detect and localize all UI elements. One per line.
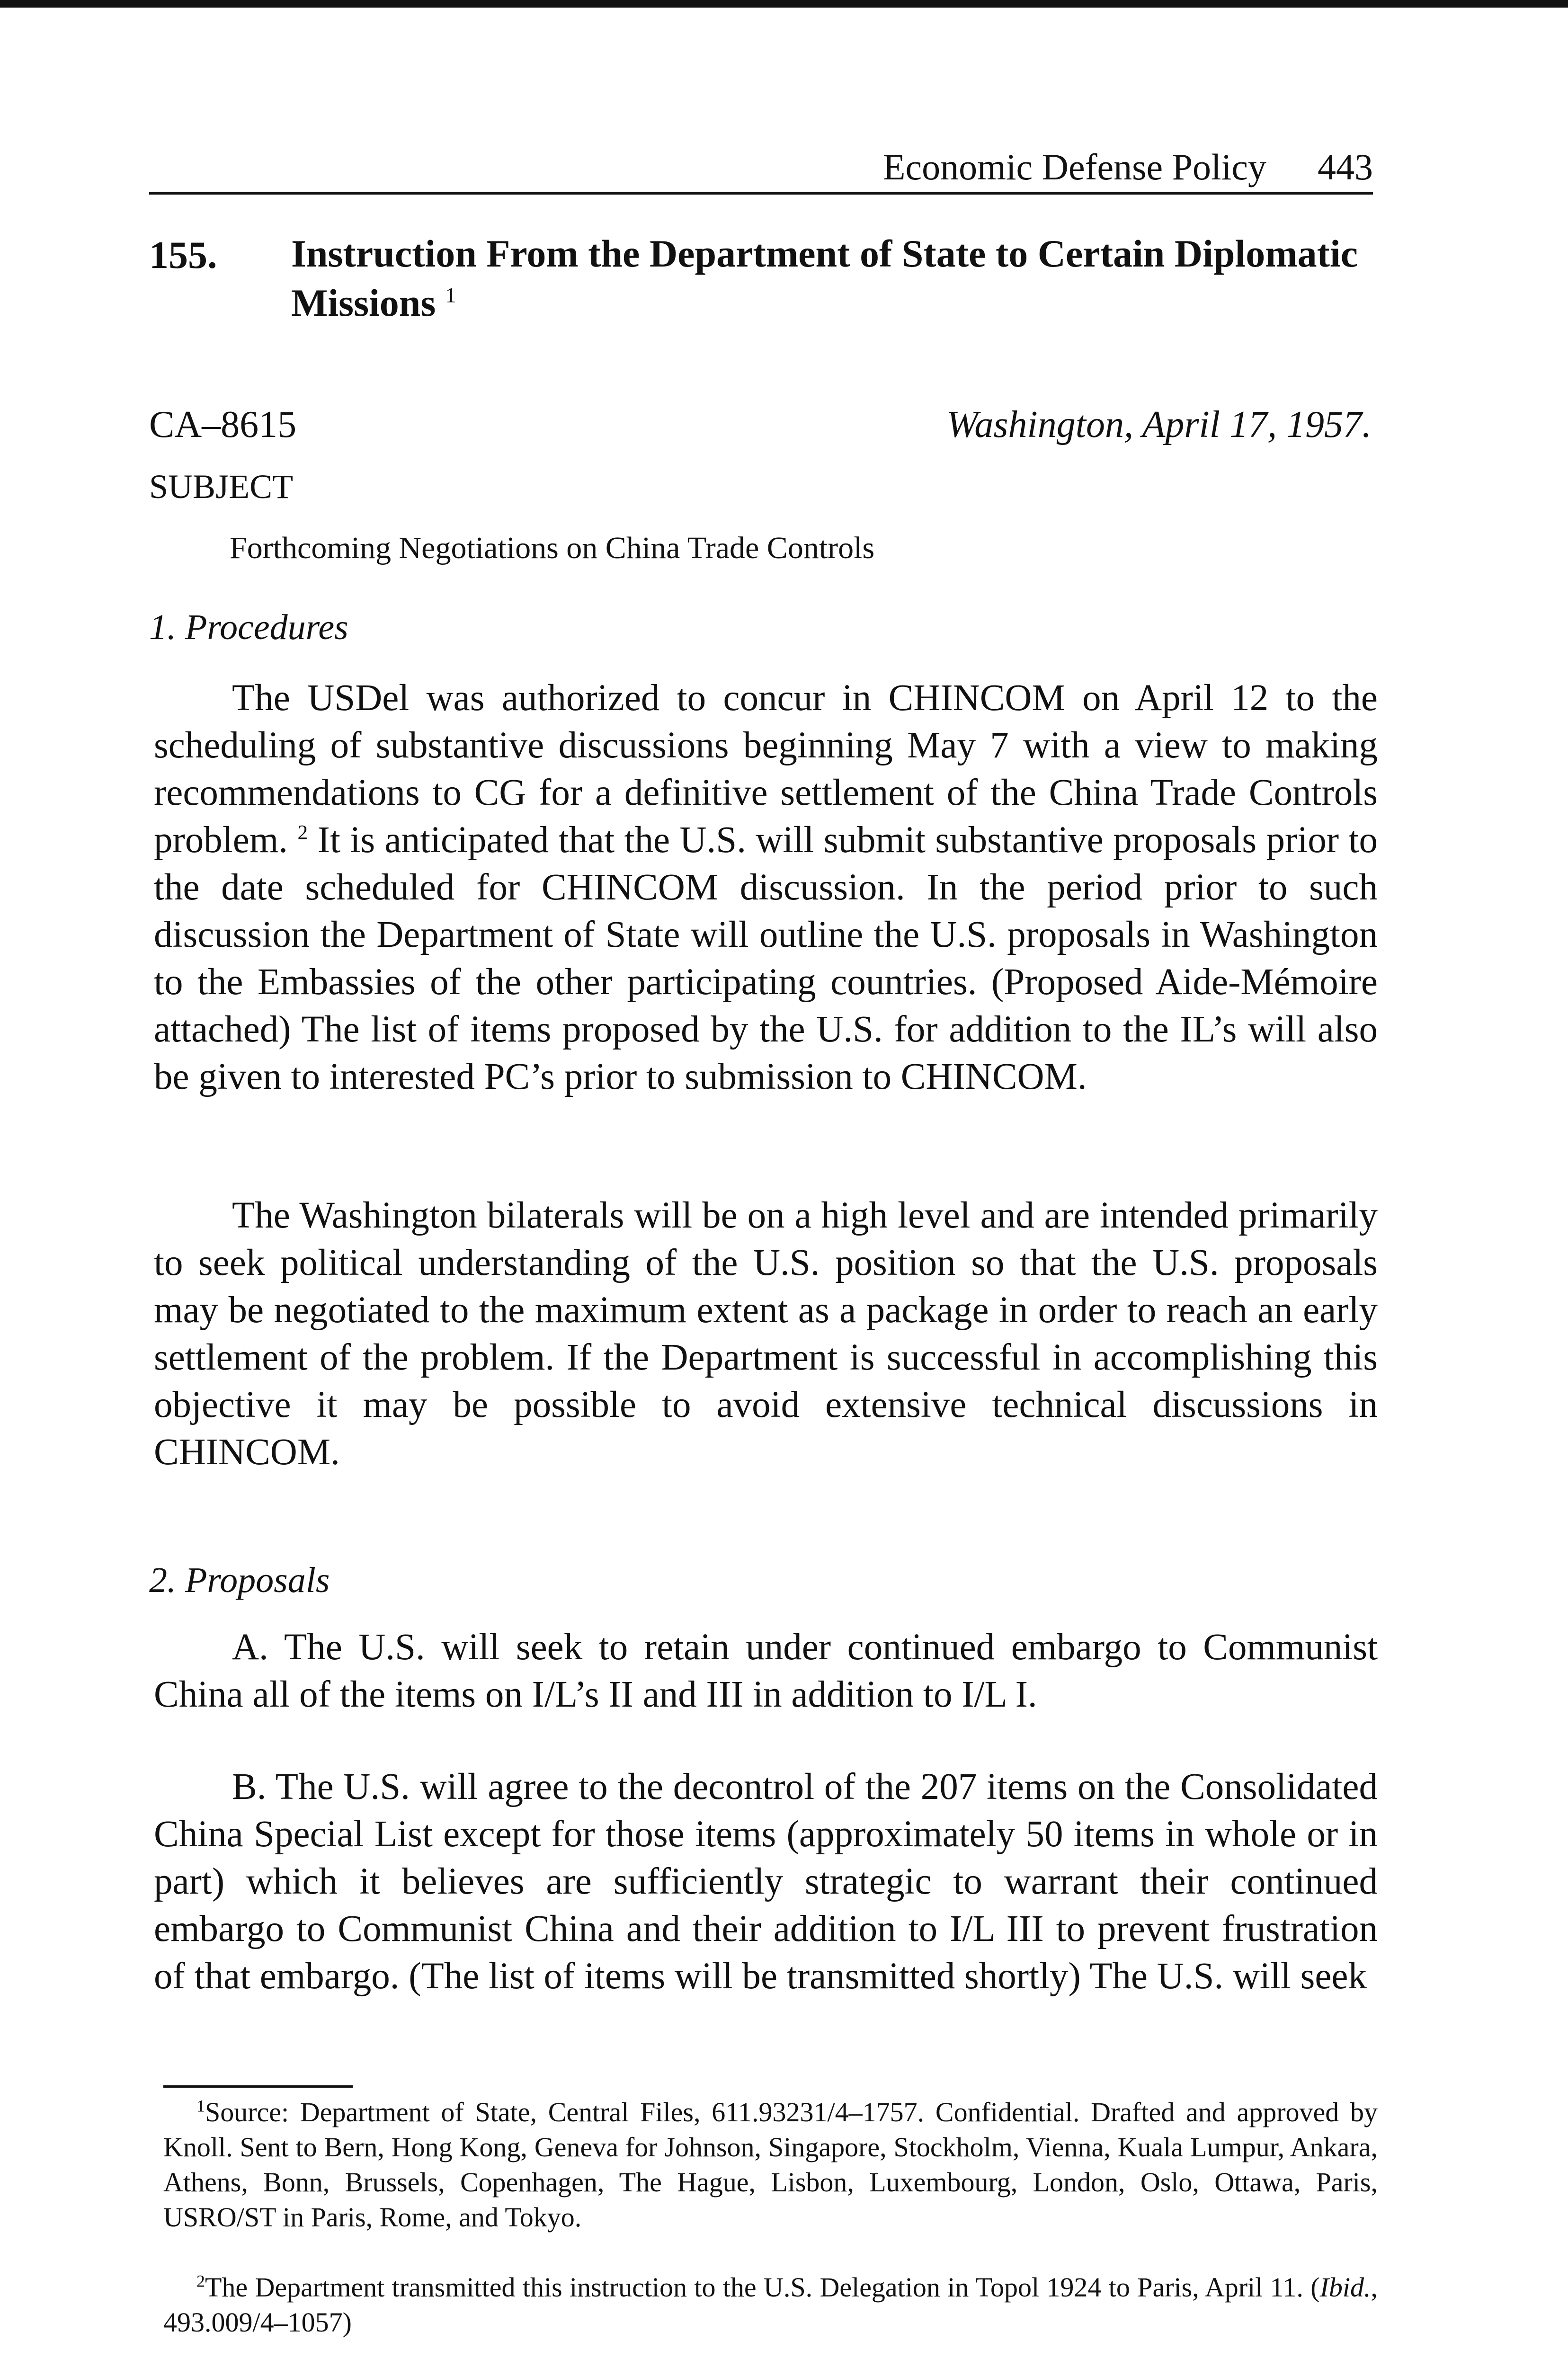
paragraph-text: It is anticipated that the U.S. will submit substantive proposals prior to the date scheduled for CHINCOM discussion. In the period prior to such discussion the Department of State will outline the U.S. proposals in Washington to the Embassies of the other participating countries. (Proposed Aide-Mémoire attached) The list of items proposed by the U.S. for addition to the IL’s will also be given to interested PC’s prior to submission to CHINCOM. — [154, 819, 1378, 1097]
paragraph-procedures-2: The Washington bilaterals will be on a high level and are intended primarily to seek political understanding of the U.S. position so that the U.S. proposals may be negotiated to the maximum extent as a package in order to reach an early settlement of the problem. If the Department is successful in accomplishing this objective it may be possible to avoid extensive technical discussions in CHINCOM. — [154, 1195, 1378, 1473]
title-footnote-marker: 1 — [445, 283, 456, 307]
top-edge-bar — [0, 0, 1568, 8]
section-heading-proposals: 2. Proposals — [149, 1560, 330, 1600]
document-number: 155. — [149, 233, 217, 276]
subject-label: SUBJECT — [149, 468, 294, 506]
dateline: Washington, April 17, 1957. — [946, 404, 1372, 445]
section-heading-procedures: 1. Procedures — [149, 607, 348, 647]
paragraph-text: The USDel was authorized to concur in CHINCOM on April 12 to the scheduling of substantive discussions beginning May 7 with a view to making recommendations to CG for a definitive settlement of the China Trade Controls problem. — [154, 677, 1378, 861]
footnote-marker: 2 — [297, 821, 308, 844]
subject-text: Forthcoming Negotiations on China Trade Controls — [230, 531, 875, 565]
page-number: 443 — [1318, 146, 1373, 187]
document-id: CA–8615 — [149, 404, 297, 445]
footnote-number: 1 — [196, 2096, 205, 2116]
footnote-1 — [163, 2095, 1378, 2235]
footnote-text: Source: Department of State, Central Files, 611.93231/4–1757. Confidential. Drafted and approved by Knoll. Sent to Bern, Hong Kong, Geneva for Johnson, Singapore, Stockholm, Vienna, Kuala Lumpur, Ankara, Athens, Bonn, Brussels, Copenhagen, The Hague, Lisbon, Luxembourg, London, Oslo, Ottawa, Paris, USRO/ST in Paris, Rome, and Tokyo. — [163, 2097, 1378, 2233]
footnote-text: , 493.009/4–1057) — [163, 2272, 1378, 2338]
paragraph-procedures-1 — [154, 675, 1378, 1101]
footnote-number: 2 — [196, 2271, 205, 2291]
document-title-text: Instruction From the Department of State to Certain Diplomatic Missions — [291, 232, 1358, 324]
paragraph-proposal-b: B. The U.S. will agree to the decontrol of the 207 items on the Consolidated China Special List except for those items (approximately 50 items in whole or in part) which it believes are sufficiently strategic to warrant their continued embargo to Communist China and their addition to I/L III to prevent frustration of that embargo. (The list of items will be transmitted shortly) The U.S. will seek — [154, 1766, 1378, 1997]
document-title — [291, 229, 1380, 328]
running-title: Economic Defense Policy — [882, 146, 1266, 187]
paragraph-proposal-a: A. The U.S. will seek to retain under continued embargo to Communist China all of the items on I/L’s II and III in addition to I/L I. — [154, 1627, 1378, 1715]
footnote-divider — [163, 2085, 353, 2088]
footnote-text: The Department transmitted this instruction to the U.S. Delegation in Topol 1924 to Paris, April 11. ( — [205, 2272, 1320, 2303]
footnote-2 — [163, 2270, 1378, 2340]
running-header — [149, 142, 1373, 195]
ibid-citation: Ibid. — [1319, 2272, 1371, 2303]
